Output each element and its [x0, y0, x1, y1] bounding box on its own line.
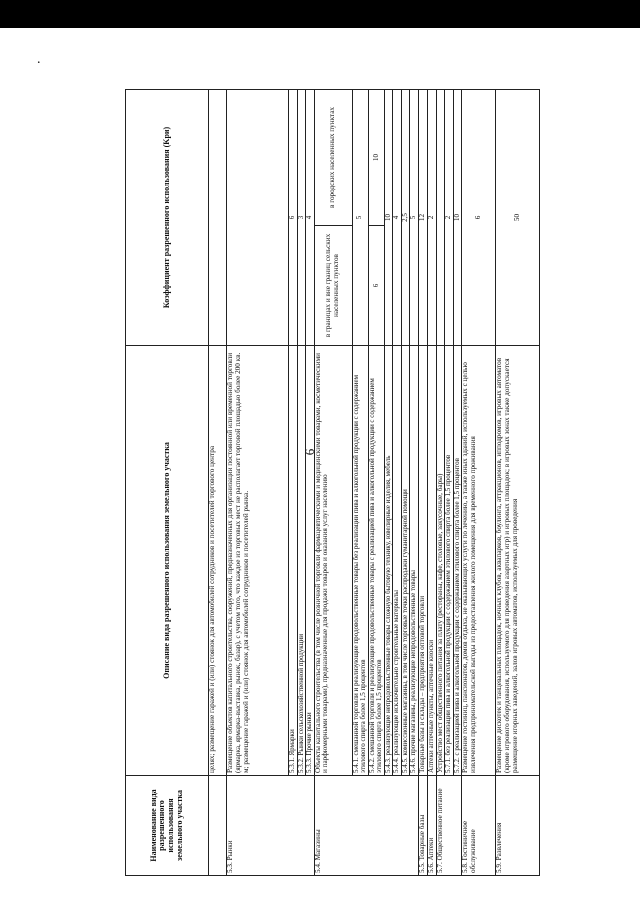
- header-kind: Наименование вида разрешенного использования земельного участка: [126, 776, 209, 876]
- cell-s2: 5.4.2. смешанной торговли и реализующие продовольственные товары с реализацией пива и алкогольной продукции с содержанием этилового спирта более 1,5 процентов: [368, 346, 384, 776]
- page-number: 6: [302, 448, 317, 456]
- cell-c2: 5.7.2. с реализацией пива и алкогольной продукции с содержанием этилового спирта более 1,5 процентов: [453, 346, 462, 776]
- table-row: [209, 89, 227, 875]
- cell-col-rural: в границах и вне границ сельских населенных пунктов: [314, 226, 352, 346]
- cell-ent-desc: Размещение дискотек и танцевальных площадок, ночных клубов, аквапарков, боулинга, аттракционов, ипподромов, игровых автоматов (кроме игрового оборудования, используемого для проведения азартных игр) и игровых площадок; в игровых зонах также допускается размещение игорных заведений, залов игровых автоматов, используемых для проведения: [496, 346, 540, 776]
- cell-cat-desc: Устройство мест общественного питания за плату (рестораны, кафе, столовые, закусочные, бары): [436, 346, 445, 776]
- cell-empty: [209, 776, 227, 876]
- table-row: [496, 89, 540, 875]
- cell-ph-name: 5.6. Аптеки: [427, 776, 436, 876]
- table-row: [462, 89, 496, 875]
- cell-s3: 5.4.3. реализующие непродовольственные товары сложную бытовую технику, ювелирные изделия, мебель: [384, 346, 393, 776]
- cell-ph-value: 2: [427, 89, 436, 345]
- cell-m1: 5.3.1. Ярмарки: [289, 346, 298, 776]
- cell-wh-desc: Товарные базы и склады – предприятия оптовой торговли: [419, 346, 428, 776]
- table-header-row: [126, 89, 209, 875]
- cell-wh-name: 5.5. Товарные базы: [419, 776, 428, 876]
- table-row: [419, 89, 428, 875]
- cell-s3-value: 10: [384, 89, 393, 345]
- land-use-table: [125, 89, 540, 876]
- cell-s4: 5.4.4. реализующие исключительно строительные материалы: [393, 346, 402, 776]
- cell-s2-rural-value: 6: [368, 226, 384, 346]
- table-row: [289, 89, 298, 875]
- cell-ent-value: 50: [496, 89, 540, 345]
- cell-ent-name: 5.9. Развлечения: [496, 776, 540, 876]
- cell-hot-value: 6: [462, 89, 496, 345]
- rotated-table-container: [125, 90, 571, 876]
- cell-s1-value: 5: [352, 89, 368, 345]
- cell-empty: [209, 89, 227, 345]
- cell-s6: 5.4.6. прочие магазины, реализующие непродовольственные товары: [410, 346, 419, 776]
- header-description: Описание вида разрешенного использования земельного участка: [126, 346, 209, 776]
- cell-m2: 5.3.2. Рынки сельскохозяйственной продукции: [297, 346, 306, 776]
- header-coefficient: Коэффициент разрешенного использования (Kри): [126, 89, 209, 345]
- cell-c1: 5.7.1. без реализации пива и алкогольной продукции с содержанием этилового спирта более 1,5 процентов: [445, 346, 454, 776]
- table-row: [427, 89, 436, 875]
- table-row: [352, 89, 368, 875]
- table-row: [306, 89, 315, 875]
- cell-hot-name: 5.8. Гостиничное обслуживание: [462, 776, 496, 876]
- cell-s6-value: 5: [410, 89, 419, 345]
- cell-intro: целях; размещение гаражей и (или) стоянок для автомобилей сотрудников и посетителей торгового центра: [209, 346, 227, 776]
- cell-ph-desc: Аптеки аптечные пункты, аптечные киоски: [427, 346, 436, 776]
- cell-markets-name: 5.3. Рынки: [227, 776, 315, 876]
- cell-shops-name: 5.4. Магазины: [314, 776, 418, 876]
- cell-shops-desc: Объекты капитального строительства (в том числе розничной торговли фармацевтическими и медицинскими товарами, косметическими и парфюмерными товарами), предназначенные для продажи товаров и оказания услуг населению: [314, 346, 352, 776]
- cell-s4-value: 4: [393, 89, 402, 345]
- cell-m3-value: 4: [306, 89, 315, 345]
- cell-wh-value: 12: [419, 89, 428, 345]
- cell-s5-value: 2,5: [401, 89, 410, 345]
- table-row: [368, 89, 384, 875]
- table-row: [314, 89, 352, 875]
- cell-c2-value: 10: [453, 89, 462, 345]
- cell-markets-desc: Размещение объектов капитального строительства, сооружений, предназначенных для организации постоянной или временной торговли (ярмарка, ярмарка-выставка, рынок, базар), с учетом того, что каждое из торговых мест не располагает торговой площадью более 200 кв. м; размещение гаражей и (или) стоянок для автомобилей сотрудников и посетителей рынка.: [227, 346, 289, 776]
- bullet-mark: .: [37, 52, 41, 67]
- cell-s5: 5.4.5. комиссионные магазины, в том числе торговые точки распродажи гуманитарной помощи: [401, 346, 410, 776]
- cell-m3: 5.3.3. Прочие рынки: [306, 346, 315, 776]
- cell-hot-desc: Размещение гостиниц, пансионатов, домов отдыха, не оказывающих услуги по лечению, а также иных зданий, используемых с целью извлечения предпринимательской выгоды из предоставления жилого помещения для временного проживания: [462, 346, 496, 776]
- cell-s1: 5.4.1. смешанной торговли и реализующие продовольственные товары без реализации пива и алкогольной продукции с содержанием этилового спирта более 1,5 процентов: [352, 346, 368, 776]
- cell-m2-value: 3: [297, 89, 306, 345]
- cell-col-urban: в городских населенных пунктах: [314, 89, 352, 225]
- top-black-bar: [0, 0, 640, 28]
- table-row: [227, 89, 289, 875]
- cell-s2-urban-value: 10: [368, 89, 384, 225]
- cell-c1-value: 2: [445, 89, 454, 345]
- cell-empty: [227, 89, 289, 345]
- cell-m1-value: 6: [289, 89, 298, 345]
- cell-cat-name: 5.7. Общественное питание: [436, 776, 462, 876]
